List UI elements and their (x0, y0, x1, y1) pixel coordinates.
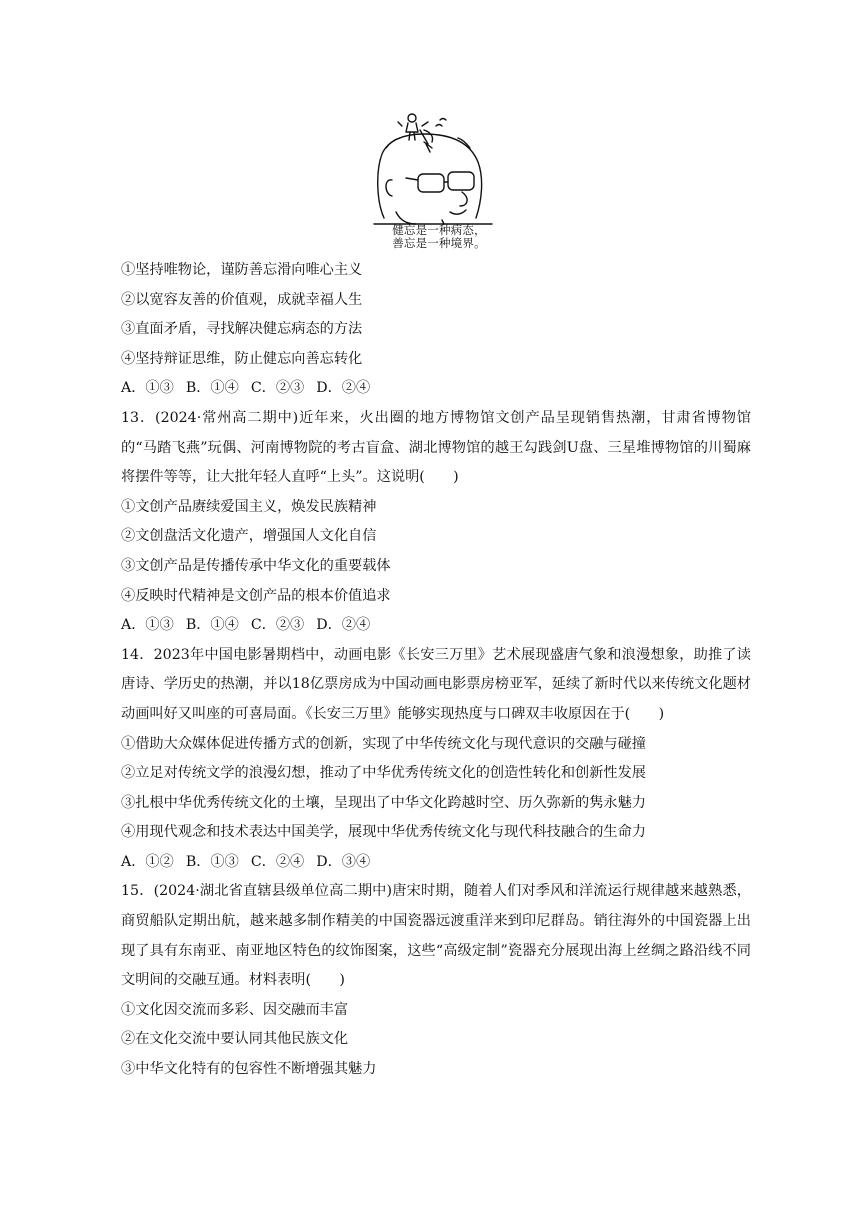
q13-choice-a: A．①③ (121, 617, 174, 634)
q14-choice-a: A．①② (121, 853, 174, 870)
q14-choice-b: B．①③ (185, 853, 239, 870)
q13-choice-b: B．①④ (185, 617, 239, 634)
q12-choice-b: B．①④ (185, 380, 239, 397)
q14-stem: 14．2023年中国电影暑期档中，动画电影《长安三万里》艺术展现盛唐气象和浪漫想象，助推了读唐诗、学历史的热潮，并以18亿票房成为中国动画电影票房榜亚军，延续了新时代以来传统文化题材动画叫好又叫座的可喜局面。《长安三万里》能够实现热度与口碑双丰收原因在于( ) (121, 646, 751, 722)
q12-option-3: ③直面矛盾，寻找解决健忘病态的方法 (121, 321, 363, 338)
q12-option-2: ②以宽容友善的价值观，成就幸福人生 (121, 291, 363, 308)
q14-option-3: ③扎根中华优秀传统文化的土壤，呈现出了中华文化跨越时空、历久弥新的隽永魅力 (121, 794, 646, 811)
q12-option-1: ①坚持唯物论，谨防善忘滑向唯心主义 (121, 262, 363, 278)
q15-option-2: ②在文化交流中要认同其他民族文化 (121, 1031, 349, 1048)
caption-line-1: 健忘是一种病态， (392, 223, 486, 237)
q15-option-3: ③中华文化特有的包容性不断增强其魅力 (121, 1061, 377, 1078)
q12-option-4: ④坚持辩证思维，防止健忘向善忘转化 (121, 350, 363, 367)
q15-option-1: ①文化因交流而多彩、因交融而丰富 (121, 1001, 349, 1018)
q12-choice-c: C．②③ (250, 380, 305, 397)
q13-choice-c: C．②③ (250, 617, 305, 634)
q15-stem: 15．(2024·湖北省直辖县级单位高二期中)唐宋时期，随着人们对季风和洋流运行规律越来越熟悉，商贸船队定期出航，越来越多制作精美的中国瓷器远渡重洋来到印尼群岛。销往海外的中国瓷器上出现了具有东南亚、南亚地区特色的纹饰图案，这些“高级定制”瓷器充分展现出海上丝绸之路沿线不同文明间的交融互通。材料表明( ) (121, 883, 751, 989)
q14-choice-c: C．②④ (250, 853, 305, 870)
q12-choices (121, 374, 751, 404)
q12-choice-d: D．②④ (316, 380, 371, 397)
q13-option-1: ①文创产品赓续爱国主义，焕发民族精神 (121, 498, 377, 515)
q14-choices (121, 848, 751, 878)
questions-body (121, 256, 751, 1085)
q13-option-4: ④反映时代精神是文创产品的根本价值追求 (121, 587, 391, 604)
q14-option-1: ①借助大众媒体促进传播方式的创新，实现了中华传统文化与现代意识的交融与碰撞 (121, 735, 646, 752)
q13-option-2: ②文创盘活文化遗产，增强国人文化自信 (121, 528, 377, 545)
q13-choice-d: D．②④ (316, 617, 371, 634)
figure-caption (384, 224, 494, 250)
q12-choice-a: A．①③ (121, 380, 174, 397)
q13-choices (121, 611, 751, 641)
q14-option-2: ②立足对传统文学的浪漫幻想，推动了中华优秀传统文化的创造性转化和创新性发展 (121, 765, 646, 782)
q13-option-3: ③文创产品是传播传承中华文化的重要载体 (121, 557, 391, 574)
q14-choice-d: D．③④ (316, 853, 371, 870)
caption-line-2: 善忘是一种境界。 (392, 236, 486, 250)
q13-stem: 13．(2024·常州高二期中)近年来，火出圈的地方博物馆文创产品呈现销售热潮，甘肃省博物馆的“马踏飞燕”玩偶、河南博物院的考古盲盒、湖北博物馆的越王勾践剑U盘、三星堆博物馆的川蜀麻将摆件等等，让大批年轻人直呼“上头”。这说明( ) (121, 409, 751, 486)
q14-option-4: ④用现代观念和技术表达中国美学，展现中华优秀传统文化与现代科技融合的生命力 (121, 824, 646, 841)
